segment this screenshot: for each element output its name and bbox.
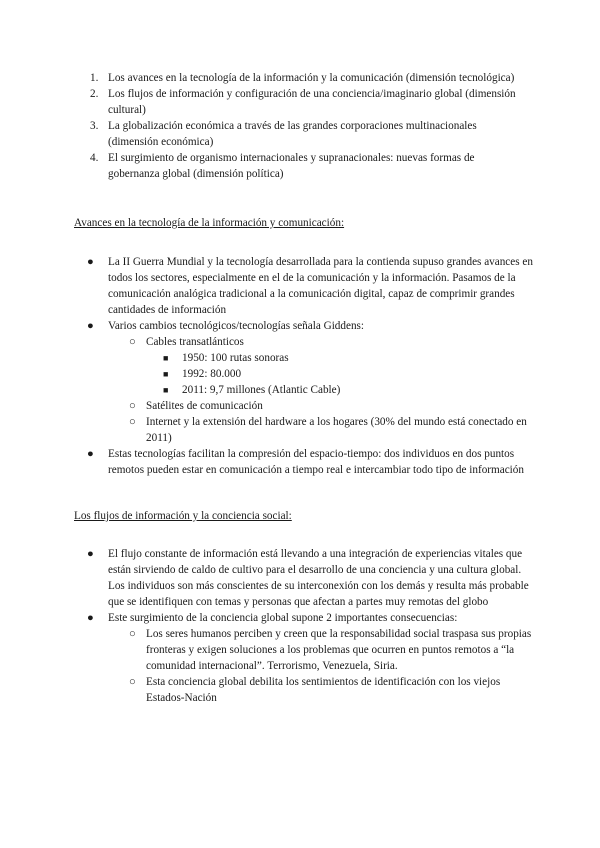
list-item bbox=[74, 118, 524, 150]
list-item-text: El surgimiento de organismo internacionales y supranacionales: nuevas formas de gobernanza global (dimensión política) bbox=[108, 152, 475, 180]
section-heading-technology: Avances en la tecnología de la información y comunicación: bbox=[74, 217, 345, 229]
social-section-body bbox=[74, 546, 534, 706]
bullet-item bbox=[74, 446, 534, 478]
sub-sub-bullet-item bbox=[74, 382, 534, 398]
sub-bullet-item bbox=[74, 674, 534, 706]
bullet-circle-icon: ○ bbox=[129, 400, 136, 412]
sub-bullet-text: Los seres humanos perciben y creen que la responsabilidad social traspasa sus propias fronteras y exigen soluciones a los problemas que ocurren en puntos remotos a “la comunidad internacional”. Terrorismo, Venezuela, Siria. bbox=[146, 628, 532, 672]
list-item-text: La globalización económica a través de las grandes corporaciones multinacionales (dimensión económica) bbox=[108, 120, 477, 148]
bullet-circle-icon: ○ bbox=[129, 416, 136, 428]
list-item-text: Los avances en la tecnología de la información y la comunicación (dimensión tecnológica) bbox=[108, 72, 515, 84]
bullet-text: Estas tecnologías facilitan la compresión del espacio-tiempo: dos individuos en dos puntos remotos pueden estar en comunicación a tiempo real e intercambiar todo tipo de información bbox=[108, 448, 524, 476]
list-number: 4. bbox=[90, 152, 99, 164]
list-item bbox=[74, 86, 524, 118]
bullet-square-icon: ■ bbox=[163, 369, 169, 379]
sub-bullet-item bbox=[74, 414, 534, 446]
list-number: 1. bbox=[90, 72, 99, 84]
list-number: 2. bbox=[90, 88, 99, 100]
sub-bullet-text: Satélites de comunicación bbox=[146, 400, 263, 412]
bullet-dot-icon: ● bbox=[87, 320, 94, 332]
bullet-square-icon: ■ bbox=[163, 385, 169, 395]
sub-bullet-text: Esta conciencia global debilita los sentimientos de identificación con los viejos Estados-Nación bbox=[146, 676, 501, 704]
list-number: 3. bbox=[90, 120, 99, 132]
list-item bbox=[74, 150, 524, 182]
bullet-circle-icon: ○ bbox=[129, 336, 136, 348]
sub-bullet-text: Internet y la extensión del hardware a los hogares (30% del mundo está conectado en 2011) bbox=[146, 416, 527, 444]
bullet-dot-icon: ● bbox=[87, 448, 94, 460]
sub-bullet-item bbox=[74, 626, 534, 674]
bullet-circle-icon: ○ bbox=[129, 628, 136, 640]
sub-sub-bullet-text: 1950: 100 rutas sonoras bbox=[182, 352, 289, 364]
list-item bbox=[74, 70, 524, 86]
sub-bullet-text: Cables transatlánticos bbox=[146, 336, 244, 348]
technology-section-body bbox=[74, 254, 534, 478]
bullet-text: Este surgimiento de la conciencia global supone 2 importantes consecuencias: bbox=[108, 612, 458, 624]
bullet-item bbox=[74, 610, 534, 626]
bullet-text: El flujo constante de información está llevando a una integración de experiencias vitales que están sirviendo de caldo de cultivo para el desarrollo de una conciencia y una cultura global. Los individuos son más conscientes de su interconexión con los demás y resulta más probable que se identifiquen con temas y personas que afectan a partes muy remotas del globo bbox=[108, 548, 529, 608]
bullet-text: Varios cambios tecnológicos/tecnologías señala Giddens: bbox=[108, 320, 365, 332]
bullet-item bbox=[74, 546, 534, 610]
bullet-text: La II Guerra Mundial y la tecnología desarrollada para la contienda supuso grandes avances en todos los sectores, especialmente en el de la comunicación y la información. Pasamos de la comunicación analógica tradicional a la comunicación digital, capaz de comprimir grandes cantidades de información bbox=[108, 256, 533, 316]
sub-sub-bullet-text: 1992: 80.000 bbox=[182, 368, 242, 380]
bullet-circle-icon: ○ bbox=[129, 676, 136, 688]
sub-sub-bullet-item bbox=[74, 366, 534, 382]
list-item-text: Los flujos de información y configuración de una conciencia/imaginario global (dimensión cultural) bbox=[108, 88, 516, 116]
bullet-item bbox=[74, 254, 534, 318]
sub-bullet-item bbox=[74, 398, 534, 414]
bullet-dot-icon: ● bbox=[87, 548, 94, 560]
section-heading-social: Los flujos de información y la conciencia social: bbox=[74, 510, 292, 522]
bullet-square-icon: ■ bbox=[163, 353, 169, 363]
bullet-item bbox=[74, 318, 534, 334]
dimensions-numbered-list bbox=[74, 70, 524, 182]
bullet-dot-icon: ● bbox=[87, 256, 94, 268]
sub-sub-bullet-item bbox=[74, 350, 534, 366]
bullet-dot-icon: ● bbox=[87, 612, 94, 624]
sub-sub-bullet-text: 2011: 9,7 millones (Atlantic Cable) bbox=[182, 384, 341, 396]
sub-bullet-item bbox=[74, 334, 534, 350]
